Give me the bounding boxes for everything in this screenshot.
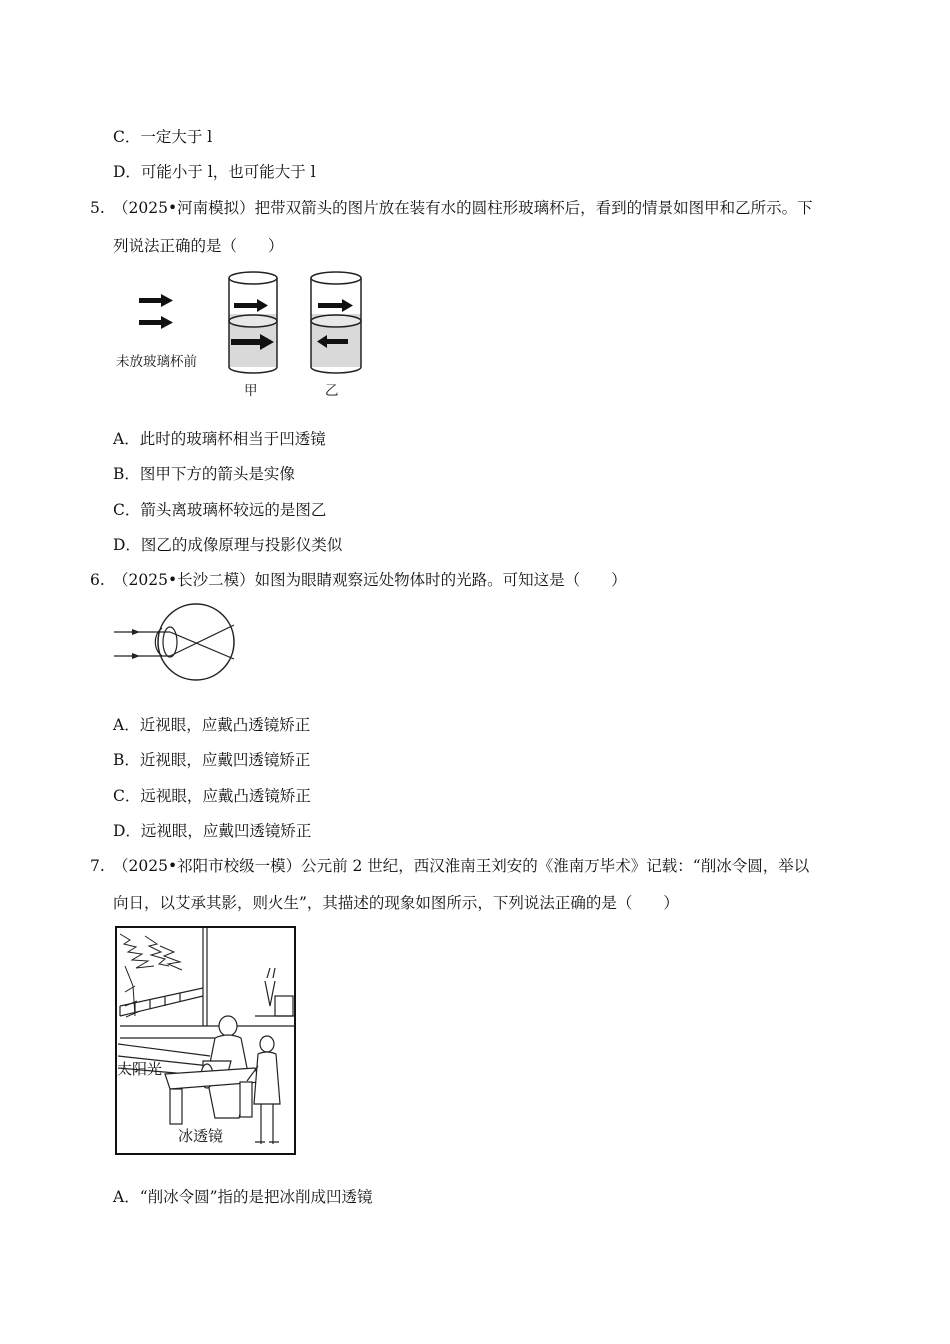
q5-fig-label-before: 未放玻璃杯前 xyxy=(116,354,197,370)
q6-number: 6. xyxy=(90,571,105,589)
q7-fig-label-sun: 太阳光 xyxy=(117,1060,163,1078)
q6-eye-figure xyxy=(112,602,242,684)
q6-option-d: D．远视眼，应戴凹透镜矫正 xyxy=(113,822,312,840)
q5-option-d: D．图乙的成像原理与投影仪类似 xyxy=(113,536,343,554)
q5-fig-label-jia: 甲 xyxy=(244,383,258,399)
q6-option-b: B．近视眼，应戴凹透镜矫正 xyxy=(113,751,311,769)
q5-option-a: A．此时的玻璃杯相当于凹透镜 xyxy=(113,430,326,448)
q5-fig-label-yi: 乙 xyxy=(325,383,339,399)
q5-option-c: C．箭头离玻璃杯较远的是图乙 xyxy=(113,501,327,519)
q7-option-a: A．“削冰令圆”指的是把冰削成凹透镜 xyxy=(113,1188,373,1206)
q4-option-d: D．可能小于 l，也可能大于 l xyxy=(113,163,316,181)
arrow-icon xyxy=(139,294,173,329)
glass-yi xyxy=(311,272,361,373)
q7-stem-line2: 向日，以艾承其影，则火生”，其描述的现象如图所示，下列说法正确的是（ ） xyxy=(113,894,679,912)
q6-option-a: A．近视眼，应戴凸透镜矫正 xyxy=(113,716,311,734)
glass-jia xyxy=(229,272,277,373)
q4-option-c: C．一定大于 l xyxy=(113,128,213,146)
q7-fig-label-lens: 冰透镜 xyxy=(178,1127,224,1145)
q5-number: 5. xyxy=(90,199,105,217)
q7-stem-line1: （2025•祁阳市校级一模）公元前 2 世纪，西汉淮南王刘安的《淮南万毕术》记载：“削冰令圆，举以 xyxy=(113,857,810,875)
q7-figure xyxy=(115,926,297,1156)
q6-stem: （2025•长沙二模）如图为眼睛观察远处物体时的光路。可知这是（ ） xyxy=(113,571,627,589)
q6-option-c: C．远视眼，应戴凸透镜矫正 xyxy=(113,787,311,805)
q5-option-b: B．图甲下方的箭头是实像 xyxy=(113,465,295,483)
q5-stem-line1: （2025•河南模拟）把带双箭头的图片放在装有水的圆柱形玻璃杯后，看到的情景如图甲和乙所示。下 xyxy=(113,199,813,217)
q7-number: 7. xyxy=(90,857,105,875)
q5-stem-line2: 列说法正确的是（ ） xyxy=(113,237,284,255)
